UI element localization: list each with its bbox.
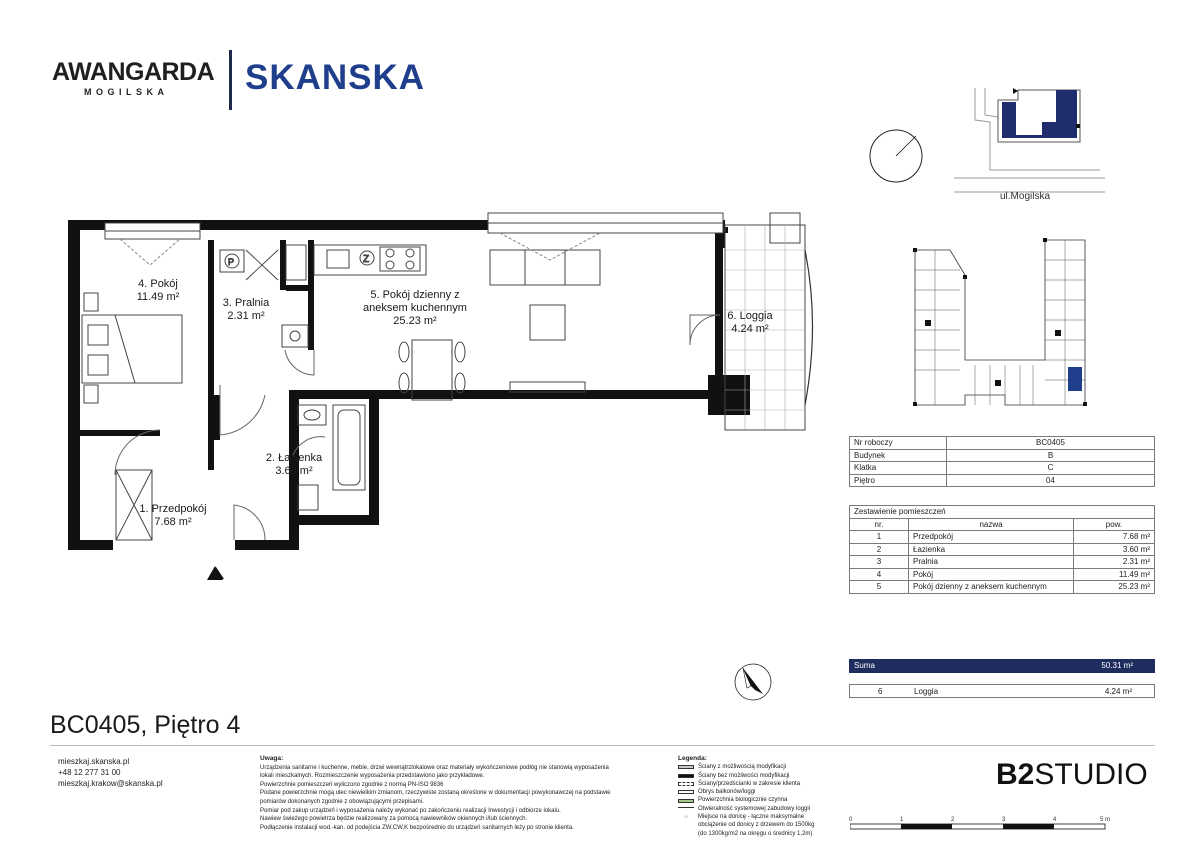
scale-bar bbox=[850, 822, 1110, 832]
logo-divider bbox=[229, 50, 232, 110]
table-row: 5 Pokój dzienny z aneksem kuchennym 25.23 m² bbox=[850, 581, 1155, 594]
north-compass-icon bbox=[868, 128, 924, 184]
project-logo-sub: MOGILSKA bbox=[84, 87, 169, 97]
contact-website[interactable]: mieszkaj.skanska.pl bbox=[58, 757, 130, 766]
legend-item: Ściany z możliwością modyfikacji bbox=[678, 763, 848, 771]
legend: Legenda: Ściany z możliwością modyfikacji Ściany bez możliwości modyfikacji Ściany/przedścianki w zakresie klienta Obrys balkonów/loggi Powierzchnia biologicznie czynna Otwieralność systemowej zabudowy loggii ⁘ Miejsce na donicę - łączne maksymalne obciążenie od donicy z drzewem do 1500kg (do 1300kg/m2 na okręgu o średnicy 1,2m) bbox=[678, 755, 848, 838]
room-label-5: 5. Pokój dzienny z aneksem kuchennym 25.23 m² bbox=[363, 289, 467, 327]
sum-bar bbox=[849, 659, 1155, 673]
legend-item: Obrys balkonów/loggi bbox=[678, 788, 848, 796]
street-label: ul.Mogilska bbox=[1000, 191, 1051, 202]
scale-label: 5 m bbox=[1100, 817, 1111, 823]
contact-email[interactable]: mieszkaj.krakow@skanska.pl bbox=[58, 779, 163, 788]
scale-label: 2 bbox=[951, 817, 955, 823]
legend-item: Powierzchnia biologicznie czynna bbox=[678, 796, 848, 804]
room-label-4: 4. Pokój 11.49 m² bbox=[136, 278, 180, 303]
info-row: Budynek B bbox=[850, 449, 1155, 462]
studio-logo: B2STUDIO bbox=[996, 758, 1148, 791]
contact-phone: +48 12 277 31 00 bbox=[58, 768, 121, 777]
apartment-info-table bbox=[849, 436, 1155, 487]
developer-logo: SKANSKA bbox=[245, 58, 426, 97]
scale-label: 3 bbox=[1002, 817, 1006, 823]
scale-label: 1 bbox=[900, 817, 904, 823]
project-logo: AWANGARDA bbox=[52, 58, 215, 86]
site-location-map bbox=[950, 80, 1110, 200]
entrance-arrow-icon bbox=[206, 565, 226, 581]
north-compass-small-icon bbox=[733, 662, 773, 702]
info-row: Piętro 04 bbox=[850, 474, 1155, 487]
room-label-1: 1. Przedpokój 7.68 m² bbox=[139, 503, 207, 528]
floor-plan bbox=[60, 205, 840, 605]
building-key-plan bbox=[905, 230, 1090, 415]
scale-label: 4 bbox=[1053, 817, 1057, 823]
sum-label: Suma bbox=[854, 661, 875, 670]
sum-value: 50.31 m² bbox=[1101, 661, 1133, 670]
legend-item: Otwieralność systemowej zabudowy loggii bbox=[678, 805, 848, 813]
legend-item: Ściany bez możliwości modyfikacji bbox=[678, 772, 848, 780]
legend-item: ⁘ Miejsce na donicę - łączne maksymalne bbox=[683, 814, 805, 822]
svg-text:N: N bbox=[880, 158, 891, 170]
contact-info bbox=[58, 756, 163, 789]
room-label-3: 3. Pralnia 2.31 m² bbox=[222, 297, 270, 322]
legend-item: (do 1300kg/m2 na okręgu o średnicy 1,2m) bbox=[698, 830, 813, 837]
legend-item: obciążenie od donicy z drzewem do 1500kg bbox=[698, 822, 815, 829]
table-row: 1 Przedpokój 7.68 m² bbox=[850, 531, 1155, 544]
plan-title: BC0405, Piętro 4 bbox=[50, 711, 241, 739]
info-row: Nr roboczy BC0405 bbox=[850, 437, 1155, 450]
svg-text:Z: Z bbox=[363, 254, 370, 265]
loggia-row: 6 Loggia 4.24 m² bbox=[849, 684, 1155, 698]
footer-divider bbox=[50, 745, 1155, 746]
rooms-summary-table bbox=[849, 505, 1155, 594]
scale-label: 0 bbox=[849, 817, 853, 823]
summary-title: Zestawienie pomieszczeń bbox=[850, 506, 1155, 519]
table-row: 2 Łazienka 3.60 m² bbox=[850, 543, 1155, 556]
room-label-2: 2. Łazienka 3.60 m² bbox=[265, 452, 323, 477]
disclaimer-note: Uwaga: Urządzenia sanitarne i kuchenne, meble, drzwi wewnątrzlokalowe oraz materiały wykończeniowe podłóg nie stanowią wyposażenia lokali mieszkalnych. Rozmieszczenie wyposażenia przedstawiono jako przykładowe. Powierzchnie pomieszczeń wyliczono zgodnie z normą PN-ISO 9836 Podane powierzchnie mogą ulec niewielkim zmianom, rzeczywiste zostaną określone w dokumentacji powykonawczej na podstawie pomiarów dokonanych zgodnie z obowiązującymi przepisami. Pomiar pod zakup urządzeń i wyposażenia należy wykonać po zakończeniu realizacji Inwestycji i odbiorze lokalu. Nawiew świeżego powietrza będzie realizowany za pomocą nawiewników okiennych i/lub ściennych. Podłączenie instalacji wod.-kan. od podejścia ZW,CW,K bezpośrednio do urządzeń sanitarnych leży po stronie klienta. bbox=[260, 755, 611, 831]
svg-text:P: P bbox=[228, 257, 235, 267]
table-row: 4 Pokój 11.49 m² bbox=[850, 568, 1155, 581]
info-row: Klatka C bbox=[850, 462, 1155, 475]
legend-item: Ściany/przedścianki w zakresie klienta bbox=[678, 780, 848, 788]
summary-header-row: nr. nazwa pow. bbox=[850, 518, 1155, 531]
table-row: 3 Pralnia 2.31 m² bbox=[850, 556, 1155, 569]
room-label-6: 6. Loggia 4.24 m² bbox=[727, 310, 773, 335]
